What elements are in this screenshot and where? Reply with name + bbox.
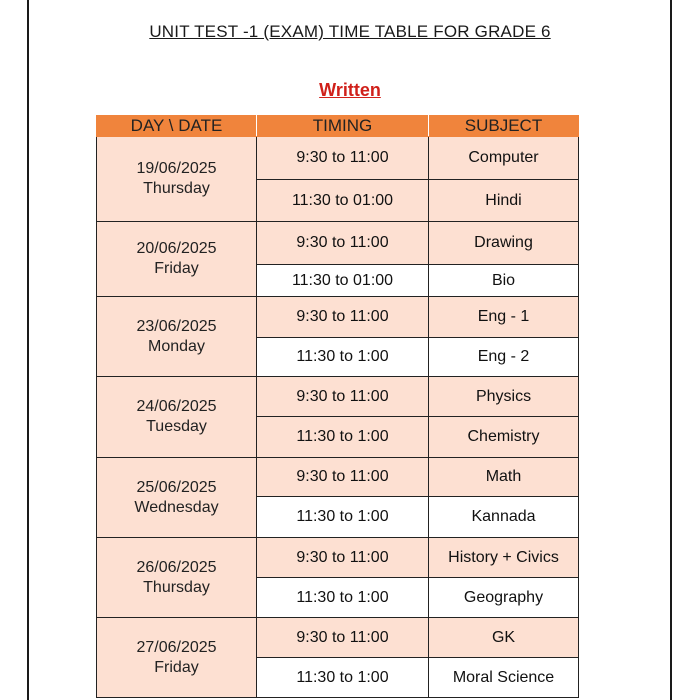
day-weekday: Thursday [143, 180, 210, 197]
day-cell [97, 458, 257, 538]
day-date: 20/06/2025 [136, 240, 217, 257]
timing-cell: 9:30 to 11:00 [257, 377, 429, 417]
timing-cell: 9:30 to 11:00 [257, 458, 429, 497]
day-date: 24/06/2025 [136, 398, 217, 415]
day-date: 26/06/2025 [136, 558, 217, 576]
timing-cell: 11:30 to 1:00 [257, 338, 429, 377]
page-border-left [27, 0, 29, 700]
page-border-right [670, 0, 672, 700]
subject-cell: Bio [429, 265, 579, 297]
timing-cell: 9:30 to 11:00 [257, 618, 429, 658]
subject-cell: Geography [429, 578, 579, 618]
day-date: 25/06/2025 [136, 478, 217, 496]
subject-cell: Eng - 2 [429, 338, 579, 377]
section-subtitle: Written [319, 80, 381, 100]
subject-cell: Computer [429, 137, 579, 180]
table-row [97, 377, 579, 417]
subject-cell: History + Civics [429, 538, 579, 578]
subject-cell: Physics [429, 377, 579, 417]
table-row [97, 222, 579, 265]
timing-cell: 11:30 to 1:00 [257, 417, 429, 458]
day-cell [97, 137, 257, 222]
subject-cell: Eng - 1 [429, 297, 579, 338]
timing-cell: 11:30 to 1:00 [257, 497, 429, 538]
day-date: 19/06/2025 [136, 160, 217, 177]
subject-cell: Chemistry [429, 417, 579, 458]
table-row [97, 618, 579, 658]
day-weekday: Tuesday [146, 418, 207, 435]
page-title: UNIT TEST -1 (EXAM) TIME TABLE FOR GRADE 6 [149, 22, 551, 41]
header-subject: SUBJECT [429, 116, 579, 137]
day-cell [97, 222, 257, 297]
subject-cell: GK [429, 618, 579, 658]
timing-cell: 11:30 to 1:00 [257, 658, 429, 698]
day-weekday: Friday [154, 658, 199, 676]
timing-cell: 9:30 to 11:00 [257, 538, 429, 578]
subject-cell: Hindi [429, 180, 579, 222]
subject-cell: Drawing [429, 222, 579, 265]
timing-cell: 9:30 to 11:00 [257, 222, 429, 265]
table-row [97, 458, 579, 497]
day-cell [97, 618, 257, 698]
header-row [97, 116, 579, 137]
day-weekday: Wednesday [134, 498, 219, 516]
timing-cell: 9:30 to 11:00 [257, 297, 429, 338]
header-timing: TIMING [257, 116, 429, 137]
day-weekday: Friday [154, 260, 199, 277]
subject-cell: Kannada [429, 497, 579, 538]
timing-cell: 11:30 to 1:00 [257, 578, 429, 618]
table-row [97, 297, 579, 338]
subject-cell: Moral Science [429, 658, 579, 698]
day-date: 27/06/2025 [136, 638, 217, 656]
table-row [97, 137, 579, 180]
subject-cell: Math [429, 458, 579, 497]
day-weekday: Thursday [143, 578, 210, 596]
table-row [97, 538, 579, 578]
timing-cell: 11:30 to 01:00 [257, 180, 429, 222]
timing-cell: 11:30 to 01:00 [257, 265, 429, 297]
day-date: 23/06/2025 [136, 317, 217, 335]
day-cell [97, 538, 257, 618]
header-day-date: DAY \ DATE [97, 116, 257, 137]
day-cell [97, 297, 257, 377]
timetable [96, 115, 579, 698]
day-cell [97, 377, 257, 458]
day-weekday: Monday [148, 337, 205, 355]
timing-cell: 9:30 to 11:00 [257, 137, 429, 180]
